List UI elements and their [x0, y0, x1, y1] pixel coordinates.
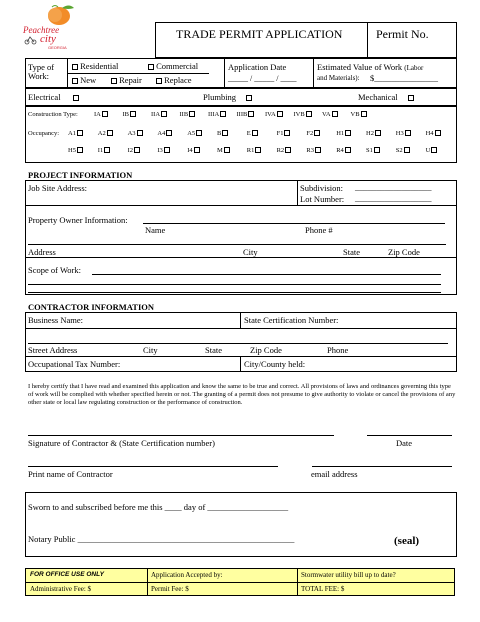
occupancy-label: A4: [157, 130, 166, 137]
occupancy-option-r3[interactable]: [306, 147, 321, 155]
occupancy-label: F1: [276, 130, 284, 137]
contractor-zip-label: Zip Code: [250, 345, 282, 355]
contractor-state-label: State: [205, 345, 222, 355]
repair-checkbox[interactable]: [111, 78, 117, 84]
peachtree-city-logo: [22, 4, 80, 52]
construction-type-label: IVA: [265, 111, 276, 118]
owner-name-label: Name: [145, 225, 166, 235]
owner-address-label: Address: [28, 247, 56, 257]
construction-type-checkbox[interactable]: [161, 111, 167, 117]
occupancy-option-f2[interactable]: [306, 130, 320, 138]
occupancy-checkbox[interactable]: [164, 147, 170, 153]
logo-text-peachtree: Peachtree: [23, 25, 60, 35]
occupancy-label: A2: [97, 130, 106, 137]
occupancy-label: I2: [127, 147, 134, 154]
construction-type-checkbox[interactable]: [248, 111, 254, 117]
seal-label: (seal): [394, 535, 420, 547]
occupancy-checkbox[interactable]: [224, 147, 230, 153]
contractor-address-line[interactable]: [28, 343, 448, 344]
residential-checkbox[interactable]: [72, 64, 78, 70]
construction-type-checkbox[interactable]: [220, 111, 226, 117]
plumbing-checkbox[interactable]: [246, 95, 252, 101]
mechanical-option[interactable]: Mechanical: [358, 93, 414, 102]
occupancy-checkbox[interactable]: [252, 130, 258, 136]
construction-type-label: VB: [350, 111, 360, 118]
estimated-value-sublabel: and Materials):: [317, 74, 360, 82]
occupancy-option-b[interactable]: [217, 130, 228, 138]
print-name-line[interactable]: [28, 466, 278, 467]
for-office-use-label: FOR OFFICE USE ONLY: [30, 571, 104, 578]
permit-fee-label[interactable]: Permit Fee: $: [151, 585, 189, 593]
occupancy-option-i3[interactable]: [157, 147, 169, 155]
construction-type-label: VA: [322, 111, 331, 118]
occupancy-checkbox[interactable]: [137, 130, 143, 136]
total-fee-label[interactable]: TOTAL FEE: $: [301, 585, 345, 593]
construction-type-label: Construction Type:: [28, 111, 78, 118]
construction-type-checkbox[interactable]: [277, 111, 283, 117]
owner-city-label: City: [243, 247, 258, 257]
occupancy-checkbox[interactable]: [134, 147, 140, 153]
golf-cart-icon: [24, 35, 38, 45]
construction-type-option-ivb[interactable]: [294, 111, 312, 119]
occupancy-option-a2[interactable]: [98, 130, 113, 138]
occupancy-option-i4[interactable]: [187, 147, 199, 155]
occupancy-label: R4: [336, 147, 344, 154]
occupancy-checkbox[interactable]: [194, 147, 200, 153]
construction-type-option-iiib[interactable]: [237, 111, 255, 119]
administrative-fee-label[interactable]: Administrative Fee: $: [30, 585, 92, 593]
print-name-label: Print name of Contractor: [28, 469, 113, 479]
plumbing-option[interactable]: Plumbing: [203, 93, 252, 102]
occupancy-option-a1[interactable]: [68, 130, 83, 138]
occupancy-label: I3: [157, 147, 163, 154]
electrical-checkbox[interactable]: [73, 95, 79, 101]
occupancy-label: R2: [276, 147, 285, 154]
owner-address-line[interactable]: [28, 244, 446, 245]
construction-type-label: IA: [94, 111, 101, 118]
occupancy-label: I4: [187, 147, 193, 154]
email-label: email address: [311, 469, 358, 479]
occupancy-checkbox[interactable]: [435, 130, 441, 136]
estimated-value-label: Estimated Value of Work (Labor: [317, 62, 424, 72]
electrical-option[interactable]: Electrical: [28, 93, 79, 102]
email-line[interactable]: [312, 466, 452, 467]
occupancy-label: S1: [366, 147, 373, 154]
occupancy-label: R3: [306, 147, 314, 154]
occupancy-option-h1[interactable]: [336, 130, 351, 138]
subdivision-label[interactable]: Subdivision:: [300, 183, 343, 193]
occupancy-option-a3[interactable]: [128, 130, 143, 138]
occupancy-label: A1: [68, 130, 76, 137]
property-owner-line[interactable]: [143, 223, 445, 224]
application-date-field[interactable]: _____ / _____ / ____: [228, 74, 297, 83]
construction-type-checkbox[interactable]: [102, 111, 108, 117]
occupancy-option-h5[interactable]: [68, 147, 83, 155]
occupancy-label: E: [246, 130, 251, 137]
construction-type-option-ia[interactable]: [94, 111, 108, 119]
lot-number-label[interactable]: Lot Number:: [300, 194, 345, 204]
business-name-label[interactable]: Business Name:: [28, 315, 84, 325]
occupancy-checkbox[interactable]: [345, 130, 351, 136]
stormwater-label[interactable]: Stormwater utility bill up to date?: [301, 571, 396, 579]
construction-type-option-iiia[interactable]: [208, 111, 226, 119]
city-county-held-label[interactable]: City/County held:: [244, 359, 306, 369]
occupancy-checkbox[interactable]: [285, 147, 291, 153]
new-option[interactable]: New: [71, 76, 96, 85]
signature-date-line[interactable]: [367, 435, 452, 436]
occupancy-checkbox[interactable]: [107, 130, 113, 136]
project-info-heading: PROJECT INFORMATION: [28, 170, 133, 180]
occupancy-option-e[interactable]: [247, 130, 258, 138]
replace-checkbox[interactable]: [156, 78, 162, 84]
owner-state-label: State: [343, 247, 360, 257]
occupancy-label: F2: [306, 130, 314, 137]
occupancy-label: H1: [336, 130, 345, 137]
lot-number-field[interactable]: __________________: [355, 193, 432, 203]
occupancy-checkbox[interactable]: [404, 147, 410, 153]
contractor-info-heading: CONTRACTOR INFORMATION: [28, 302, 155, 312]
commercial-checkbox[interactable]: [148, 64, 154, 70]
occupancy-option-m[interactable]: [217, 147, 230, 155]
repair-option[interactable]: Repair: [110, 76, 142, 85]
scope-line-3[interactable]: [28, 292, 441, 293]
date-label: Date: [396, 438, 413, 448]
new-checkbox[interactable]: [72, 78, 78, 84]
construction-type-checkbox[interactable]: [130, 111, 136, 117]
property-owner-label: Property Owner Information:: [28, 215, 128, 225]
occupational-tax-label[interactable]: Occupational Tax Number:: [28, 359, 121, 369]
occupancy-checkbox[interactable]: [196, 130, 202, 136]
occupancy-option-r1[interactable]: [247, 147, 262, 155]
occupancy-checkbox[interactable]: [104, 147, 110, 153]
certification-statement: I hereby certify that I have read and examined this application and know the same to be true and correct. All provisions of laws and ordinances governing this type of work will be complied with whether specified herein or not. The granting of a permit does not presume to give authority to violate or cancel the provisions of any other state or local law regulating construction or the performance of construction.: [28, 383, 456, 407]
occupancy-option-a4[interactable]: [157, 130, 172, 138]
occupancy-checkbox[interactable]: [405, 130, 411, 136]
occupancy-label: B: [217, 130, 222, 137]
occupancy-label: Occupancy:: [28, 130, 60, 137]
occupancy-label: H4: [425, 130, 434, 137]
occupancy-label: H2: [366, 130, 374, 137]
construction-type-option-iva[interactable]: [265, 111, 283, 119]
occupancy-label: U: [425, 147, 431, 154]
occupancy-option-u[interactable]: [426, 147, 438, 155]
page-title: TRADE PERMIT APPLICATION: [176, 27, 343, 41]
estimated-value-field[interactable]: $_______________: [370, 73, 438, 83]
occupancy-option-h4[interactable]: [426, 130, 441, 138]
occupancy-option-a5[interactable]: [187, 130, 202, 138]
construction-type-checkbox[interactable]: [306, 111, 312, 117]
commercial-option[interactable]: Commercial: [147, 62, 198, 71]
state-cert-label[interactable]: State Certification Number:: [244, 315, 339, 325]
occupancy-checkbox[interactable]: [77, 147, 83, 153]
occupancy-option-r4[interactable]: [336, 147, 351, 155]
occupancy-checkbox[interactable]: [255, 147, 261, 153]
occupancy-checkbox[interactable]: [431, 147, 437, 153]
signature-label: Signature of Contractor & (State Certification number): [28, 438, 215, 448]
construction-type-checkbox[interactable]: [361, 111, 367, 117]
occupancy-option-s2[interactable]: [396, 147, 410, 155]
occupancy-checkbox[interactable]: [166, 130, 172, 136]
notary-public-line[interactable]: Notary Public ___________________________________________________: [28, 534, 295, 544]
contractor-street-label: Street Address: [28, 345, 78, 355]
occupancy-checkbox[interactable]: [77, 130, 83, 136]
construction-type-label: IB: [122, 111, 129, 118]
contractor-phone-label: Phone: [327, 345, 349, 355]
occupancy-checkbox[interactable]: [284, 130, 290, 136]
construction-type-option-ib[interactable]: [123, 111, 137, 119]
subdivision-field[interactable]: __________________: [355, 182, 432, 192]
occupancy-checkbox[interactable]: [345, 147, 351, 153]
construction-type-label: IIIA: [208, 111, 220, 118]
occupancy-label: I1: [97, 147, 104, 154]
sworn-statement[interactable]: Sworn to and subscribed before me this ____ day of ___________________: [28, 502, 289, 512]
contractor-signature-line[interactable]: [28, 435, 334, 436]
occupancy-checkbox[interactable]: [222, 130, 228, 136]
occupancy-checkbox[interactable]: [315, 147, 321, 153]
application-accepted-by-label[interactable]: Application Accepted by:: [151, 571, 223, 579]
owner-phone-label: Phone #: [305, 225, 333, 235]
construction-type-option-iia[interactable]: [151, 111, 167, 119]
occupancy-option-h2[interactable]: [366, 130, 381, 138]
construction-type-label: IIA: [151, 111, 161, 118]
occupancy-label: S2: [395, 147, 403, 154]
occupancy-label: R1: [246, 147, 255, 154]
owner-zip-label: Zip Code: [388, 247, 420, 257]
scope-line-2[interactable]: [28, 284, 441, 285]
scope-of-work-label: Scope of Work:: [28, 265, 81, 275]
occupancy-checkbox[interactable]: [374, 147, 380, 153]
logo-text-city: city: [40, 33, 56, 45]
construction-type-label: IIB: [179, 111, 189, 118]
construction-type-checkbox[interactable]: [332, 111, 338, 117]
construction-type-option-iib[interactable]: [180, 111, 196, 119]
occupancy-option-i1[interactable]: [98, 147, 110, 155]
scope-line-1[interactable]: [92, 274, 441, 275]
occupancy-label: A3: [127, 130, 136, 137]
construction-type-option-vb[interactable]: [351, 111, 367, 119]
occupancy-label: H5: [68, 147, 76, 154]
type-of-work-label: Type of Work:: [28, 62, 55, 82]
logo-text-georgia: GEORGIA: [48, 45, 67, 50]
construction-type-label: IVB: [293, 111, 305, 118]
construction-type-label: IIIB: [236, 111, 248, 118]
occupancy-option-i2[interactable]: [128, 147, 140, 155]
construction-type-option-va[interactable]: [322, 111, 338, 119]
occupancy-option-f1[interactable]: [277, 130, 291, 138]
permit-no-label: Permit No.: [376, 27, 429, 41]
contractor-city-label: City: [143, 345, 158, 355]
occupancy-checkbox[interactable]: [314, 130, 320, 136]
occupancy-label: H3: [395, 130, 404, 137]
application-date-label: Application Date: [228, 62, 287, 72]
replace-option[interactable]: Replace: [155, 76, 192, 85]
job-site-address-label[interactable]: Job Site Address:: [28, 183, 88, 193]
occupancy-checkbox[interactable]: [375, 130, 381, 136]
construction-type-checkbox[interactable]: [189, 111, 195, 117]
mechanical-checkbox[interactable]: [408, 95, 414, 101]
occupancy-option-h3[interactable]: [396, 130, 411, 138]
residential-option[interactable]: Residential: [71, 62, 118, 71]
occupancy-label: A5: [187, 130, 196, 137]
occupancy-label: M: [217, 147, 223, 154]
occupancy-option-r2[interactable]: [277, 147, 292, 155]
occupancy-option-s1[interactable]: [366, 147, 380, 155]
